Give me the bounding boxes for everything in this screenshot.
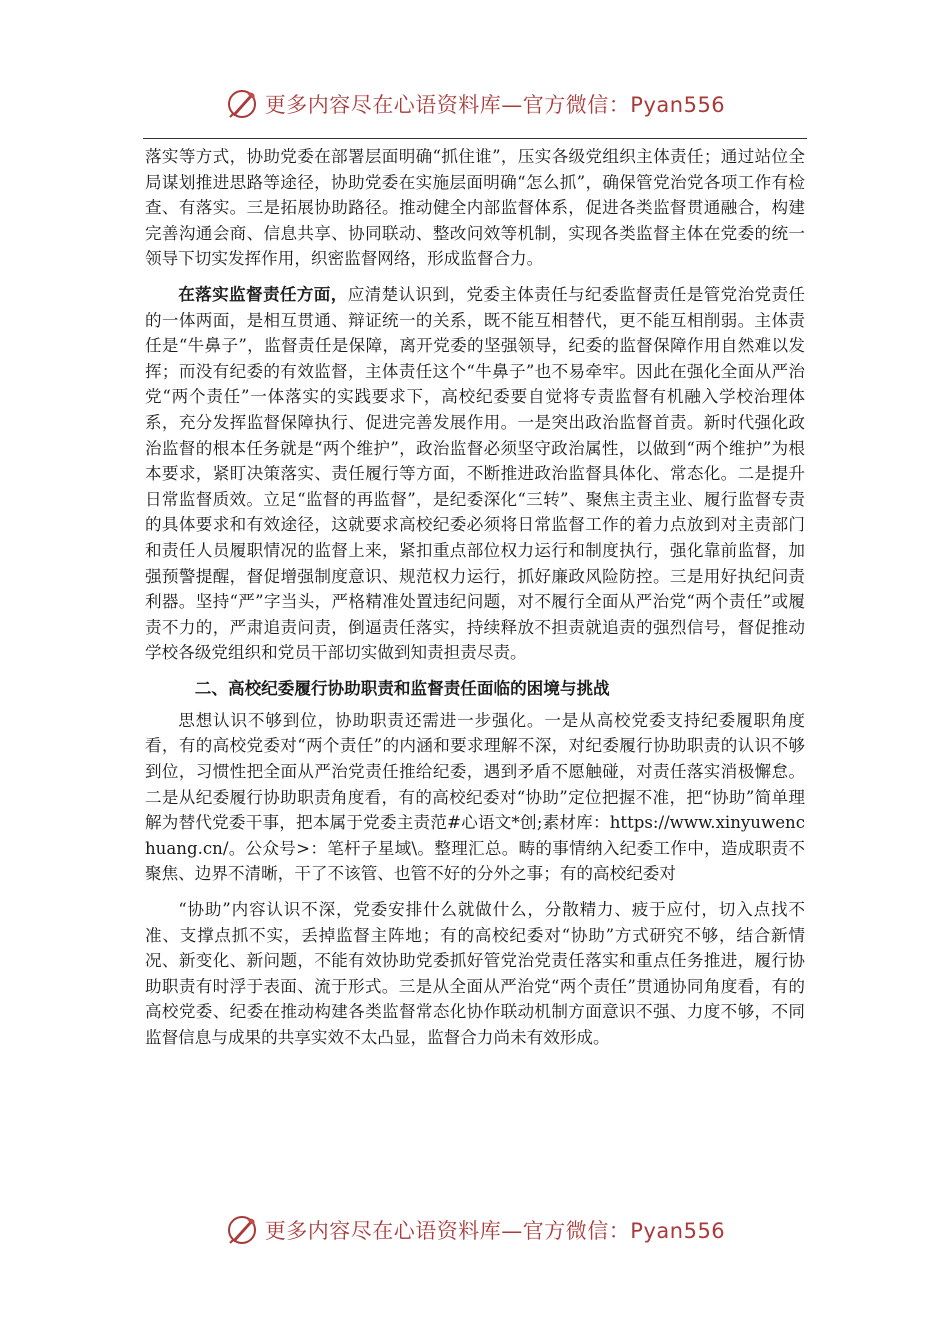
footer-watermark-banner <box>0 1208 950 1252</box>
quill-logo-icon <box>225 1213 259 1247</box>
paragraph-1: 落实等方式，协助党委在部署层面明确“抓住谁”，压实各级党组织主体责任；通过站位全局谋划推进思路等途径，协助党委在实施层面明确“怎么抓”，确保管党治党各项工作有检查、有落实。三是拓展协助路径。推动健全内部监督体系，促进各类监督贯通融合，构建完善沟通会商、信息共享、协同联动、整改问效等机制，实现各类监督主体在党委的统一领导下切实发挥作用，织密监督网络，形成监督合力。 <box>145 147 805 269</box>
paragraph-3: 思想认识不够到位，协助职责还需进一步强化。一是从高校党委支持纪委履职角度看，有的高校党委对“两个责任”的内涵和要求理解不深，对纪委履行协助职责的认识不够到位，习惯性把全面从严治党责任推给纪委，遇到矛盾不愿触碰，对责任落实消极懈怠。二是从纪委履行协助职责角度看，有的高校纪委对“协助”定位把握不准，把“协助”简单理解为替代党委干事，把本属于党委主责范#心语文*创;素材库：https://www.xinyuwenchuang.cn/。公众号>：笔杆子星域\。整理汇总。畴的事情纳入纪委工作中，造成职责不聚焦、边界不清晰，干了不该管、也管不好的分外之事；有的高校纪委对 <box>145 710 805 884</box>
paragraph-2-body: 应清楚认识到，党委主体责任与纪委监督责任是管党治党责任的一体两面，是相互贯通、辩证统一的关系，既不能互相替代，更不能互相削弱。主体责任是“牛鼻子”，监督责任是保障，离开党委的坚强领导，纪委的监督保障作用自然难以发挥；而没有纪委的有效监督，主体责任这个“牛鼻子”也不易牵牢。因此在强化全面从严治党“两个责任”一体落实的实践要求下，高校纪委要自觉将专责监督有机融入学校治理体系，充分发挥监督保障执行、促进完善发展作用。一是突出政治监督首责。新时代强化政治监督的根本任务就是“两个维护”，政治监督必须坚守政治属性，以做到“两个维护”为根本要求，紧盯决策落实、责任履行等方面，不断推进政治监督具体化、常态化。二是提升日常监督质效。立足“监督的再监督”，是纪委深化“三转”、聚焦主责主业、履行监督专责的具体要求和有效途径，这就要求高校纪委必须将日常监督工作的着力点放到对主责部门和责任人员履职情况的监督上来，紧扣重点部位权力运行和制度执行，强化靠前监督，加强预警提醒，督促增强制度意识、规范权力运行，抓好廉政风险防控。三是用好执纪问责利器。坚持“严”字当头，严格精准处置违纪问题，对不履行全面从严治党“两个责任”或履责不力的，严肃追责问责，倒逼责任落实，持续释放不担责就追责的强烈信号，督促推动学校各级党组织和党员干部切实做到知责担责尽责。 <box>145 284 806 663</box>
header-watermark-banner <box>0 82 950 126</box>
paragraph-2-lead: 在落实监督责任方面， <box>178 283 348 304</box>
banner-text: 更多内容尽在心语资料库—官方微信：Pyan556 <box>264 93 726 117</box>
paragraph-4: “协助”内容认识不深，党委安排什么就做什么，分散精力、疲于应付，切入点找不准、支撑点抓不实，丢掉监督主阵地；有的高校纪委对“协助”方式研究不够，结合新情况、新变化、新问题，不能有效协助党委抓好管党治党责任落实和重点任务推进，履行协助职责有时浮于表面、流于形式。三是从全面从严治党“两个责任”贯通协同角度看，有的高校党委、纪委在推动构建各类监督常态化协作联动机制方面意识不强、力度不够，不同监督信息与成果的共享实效不太凸显，监督合力尚未有效形成。 <box>145 900 805 1047</box>
quill-logo-icon <box>225 87 259 121</box>
document-body <box>145 144 805 1061</box>
section-heading-2: 二、高校纪委履行协助职责和监督责任面临的困境与挑战 <box>194 678 610 698</box>
banner-text: 更多内容尽在心语资料库—官方微信：Pyan556 <box>264 1219 726 1243</box>
paragraph-2 <box>145 282 805 666</box>
header-rule <box>143 138 807 139</box>
